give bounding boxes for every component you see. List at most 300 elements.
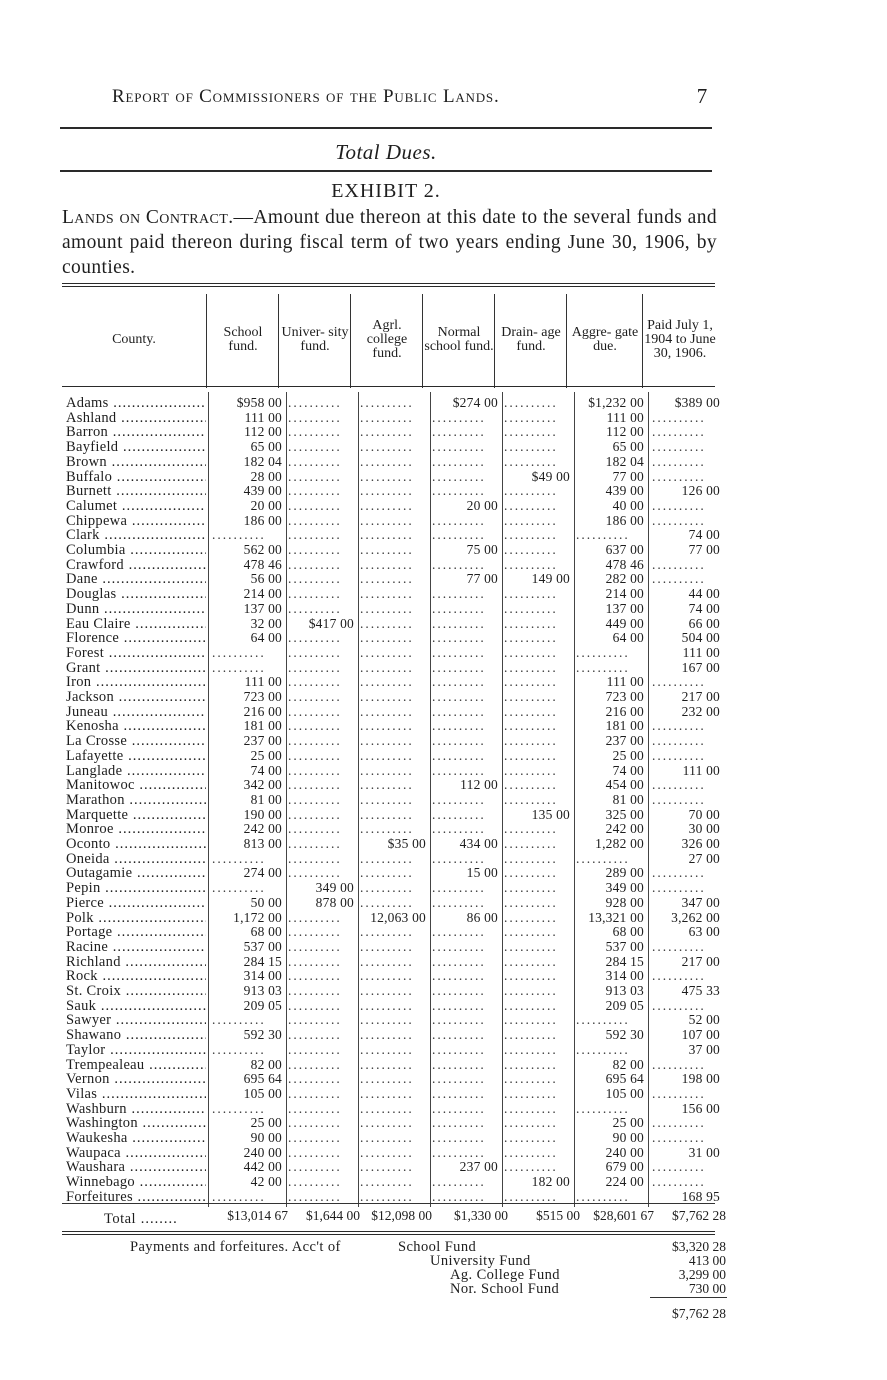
county-name: Grant ..... (66, 661, 206, 676)
empty-cell-leader: .......... (432, 763, 486, 778)
empty-cell-leader: .......... (504, 587, 558, 602)
empty-cell-leader: .......... (652, 1175, 706, 1190)
cell-normal: 237 00 (459, 1159, 498, 1175)
empty-cell-leader: .......... (652, 469, 706, 484)
cell-school: 64 00 (250, 630, 282, 646)
cell-paid: 44 00 (688, 586, 720, 602)
empty-cell-leader: .......... (652, 1057, 706, 1072)
cell-school: 111 00 (244, 674, 282, 690)
empty-cell-leader: .......... (360, 1175, 414, 1190)
column-separator (358, 392, 359, 1207)
county-name: Vilas ..... (66, 1087, 206, 1102)
total-university: $1,644 00 (306, 1208, 360, 1223)
empty-cell-leader: .......... (360, 792, 414, 807)
empty-cell-leader: .......... (288, 807, 342, 822)
cell-school: 65 00 (250, 439, 282, 455)
empty-cell-leader: .......... (288, 939, 342, 954)
cell-paid: 74 00 (688, 600, 720, 616)
empty-cell-leader: .......... (360, 719, 414, 734)
empty-cell-leader: .......... (504, 543, 558, 557)
county-name: Oconto ..... (66, 837, 206, 852)
empty-cell-leader: .......... (212, 851, 266, 866)
cell-school: 112 00 (244, 424, 282, 440)
cell-school: 537 00 (243, 938, 282, 954)
cell-normal: 20 00 (466, 497, 498, 513)
empty-cell-leader: .......... (432, 601, 486, 616)
empty-cell-leader: .......... (504, 910, 558, 925)
cell-normal: $274 00 (452, 395, 498, 410)
empty-cell-leader: .......... (360, 1101, 414, 1116)
empty-cell-leader: .......... (504, 690, 558, 704)
header-divider (350, 294, 351, 388)
cell-aggregate: $1,232 00 (588, 395, 644, 410)
cell-school: 32 00 (250, 615, 282, 631)
county-name: Sawyer ..... (66, 1013, 206, 1028)
empty-cell-leader: .......... (288, 543, 342, 557)
running-header (112, 86, 712, 108)
empty-cell-leader: .......... (288, 587, 342, 602)
cell-school: 25 00 (250, 747, 282, 763)
empty-cell-leader: .......... (360, 851, 414, 866)
empty-cell-leader: .......... (432, 851, 486, 866)
cell-school: 181 00 (243, 718, 282, 734)
cell-school: 240 00 (243, 1144, 282, 1160)
payment-fund-amount: 3,299 00 (678, 1267, 726, 1282)
cell-aggregate: 449 00 (605, 615, 644, 631)
county-name: Taylor ..... (66, 1043, 206, 1058)
county-name: Ashland ..... (66, 411, 206, 426)
cell-aggregate: 81 00 (612, 791, 644, 807)
empty-cell-leader: .......... (504, 1072, 558, 1087)
cell-school: 813 00 (243, 836, 282, 851)
empty-cell-leader: .......... (288, 675, 342, 690)
cell-aggregate: 182 04 (605, 453, 644, 469)
empty-cell-leader: .......... (288, 1013, 342, 1028)
empty-cell-leader: .......... (288, 1042, 342, 1057)
cell-paid: 30 00 (688, 821, 720, 837)
cell-school: 478 46 (243, 556, 282, 572)
empty-cell-leader: .......... (432, 939, 486, 954)
empty-cell-leader: .......... (360, 690, 414, 704)
empty-cell-leader: .......... (432, 1116, 486, 1131)
empty-cell-leader: .......... (360, 469, 414, 484)
empty-cell-leader: .......... (212, 660, 266, 675)
empty-cell-leader: .......... (360, 704, 414, 719)
empty-cell-leader: .......... (360, 513, 414, 528)
empty-cell-leader: .......... (288, 866, 342, 881)
payment-fund-amount: 730 00 (688, 1281, 726, 1296)
empty-cell-leader: .......... (504, 440, 558, 455)
empty-cell-leader: .......... (504, 410, 558, 425)
cell-aggregate: 82 00 (612, 1056, 644, 1072)
empty-cell-leader: .......... (360, 1086, 414, 1101)
empty-cell-leader: .......... (288, 1086, 342, 1101)
cell-aggregate: 224 00 (605, 1174, 644, 1190)
county-name: Vernon ..... (66, 1072, 206, 1087)
empty-cell-leader: .......... (432, 645, 486, 660)
table-top-rule (62, 283, 715, 287)
empty-cell-leader: .......... (432, 469, 486, 484)
column-header-school: School fund. (223, 325, 263, 354)
empty-cell-leader: .......... (504, 454, 558, 469)
empty-cell-leader: .......... (504, 616, 558, 631)
empty-cell-leader: .......... (360, 1189, 414, 1204)
cell-school: $958 00 (236, 395, 282, 410)
empty-cell-leader: .......... (288, 719, 342, 734)
empty-cell-leader: .......... (432, 675, 486, 690)
empty-cell-leader: .......... (652, 440, 706, 455)
empty-cell-leader: .......... (288, 690, 342, 704)
empty-cell-leader: .......... (432, 1189, 486, 1204)
empty-cell-leader: .......... (288, 498, 342, 513)
county-name: Burnett ..... (66, 484, 206, 499)
empty-cell-leader: .......... (360, 543, 414, 557)
column-header-agricultural: Agrl. college fund. (366, 318, 408, 361)
empty-cell-leader: .......... (432, 984, 486, 998)
county-name: Buffalo ..... (66, 470, 206, 485)
cell-school: 237 00 (243, 733, 282, 749)
empty-cell-leader: .......... (504, 557, 558, 572)
empty-cell-leader: .......... (360, 616, 414, 631)
empty-cell-leader: .......... (360, 866, 414, 881)
cell-aggregate: 284 15 (605, 953, 644, 969)
empty-cell-leader: .......... (652, 1160, 706, 1175)
cell-aggregate: 240 00 (605, 1144, 644, 1160)
section-rule (60, 170, 712, 172)
column-separator (648, 392, 649, 1207)
empty-cell-leader: .......... (504, 719, 558, 734)
empty-cell-leader: .......... (360, 410, 414, 425)
cell-drainage: 182 00 (531, 1174, 570, 1190)
cell-school: 74 00 (250, 762, 282, 778)
empty-cell-leader: .......... (288, 763, 342, 778)
county-name: Marathon ..... (66, 793, 206, 808)
empty-cell-leader: .......... (504, 513, 558, 528)
cell-paid: 66 00 (688, 615, 720, 631)
column-header-university: Univer- sity fund. (281, 325, 349, 354)
cell-aggregate: 216 00 (605, 703, 644, 719)
cell-school: 137 00 (243, 600, 282, 616)
empty-cell-leader: .......... (360, 881, 414, 896)
empty-cell-leader: .......... (288, 984, 342, 998)
empty-cell-leader: .......... (360, 425, 414, 440)
column-separator (286, 392, 287, 1207)
column-separator (430, 392, 431, 1207)
county-name: Trempealeau ..... (66, 1058, 206, 1073)
empty-cell-leader: .......... (652, 734, 706, 749)
empty-cell-leader: .......... (288, 572, 342, 587)
header-divider (206, 294, 207, 388)
empty-cell-leader: .......... (432, 1057, 486, 1072)
county-name: Marquette ..... (66, 808, 206, 823)
column-header-normal: Normal school fund. (424, 325, 494, 354)
empty-cell-leader: .......... (288, 440, 342, 455)
cell-paid: 156 00 (681, 1100, 720, 1116)
county-name: Columbia ..... (66, 543, 206, 558)
cell-paid: 475 33 (681, 983, 720, 998)
cell-school: 50 00 (250, 894, 282, 910)
empty-cell-leader: .......... (504, 660, 558, 675)
empty-cell-leader: .......... (212, 1042, 266, 1057)
cell-aggregate: 137 00 (605, 600, 644, 616)
empty-cell-leader: .......... (652, 675, 706, 690)
cell-aggregate: 40 00 (612, 497, 644, 513)
county-name: Barron ..... (66, 425, 206, 440)
cell-aggregate: 237 00 (605, 733, 644, 749)
county-name: Waupaca ..... (66, 1146, 206, 1161)
empty-cell-leader: .......... (432, 1175, 486, 1190)
payments-sum-rule (650, 1297, 727, 1298)
county-name: Waukesha ..... (66, 1131, 206, 1146)
empty-cell-leader: .......... (504, 763, 558, 778)
empty-cell-leader: .......... (504, 939, 558, 954)
header-divider (422, 294, 423, 388)
cell-aggregate: 214 00 (605, 586, 644, 602)
county-name: Douglas ..... (66, 587, 206, 602)
empty-cell-leader: .......... (432, 969, 486, 984)
empty-cell-leader: .......... (288, 469, 342, 484)
empty-cell-leader: .......... (504, 748, 558, 763)
empty-cell-leader: .......... (360, 1131, 414, 1145)
empty-cell-leader: .......... (212, 528, 266, 543)
cell-normal: 77 00 (466, 571, 498, 587)
empty-cell-leader: .......... (432, 1042, 486, 1057)
cell-university: 349 00 (315, 880, 354, 896)
cell-paid: 111 00 (682, 644, 720, 660)
cell-school: 314 00 (243, 968, 282, 984)
payment-fund-amount: $3,320 28 (672, 1239, 726, 1254)
cell-paid: 63 00 (688, 924, 720, 940)
cell-school: 81 00 (250, 791, 282, 807)
empty-cell-leader: .......... (432, 425, 486, 440)
empty-cell-leader: .......... (504, 1101, 558, 1116)
county-name: Iron ..... (66, 675, 206, 690)
empty-cell-leader: .......... (288, 484, 342, 499)
empty-cell-leader: .......... (504, 1028, 558, 1043)
empty-cell-leader: .......... (432, 1145, 486, 1160)
cell-school: 56 00 (250, 571, 282, 587)
total-rule (62, 1203, 715, 1204)
county-name: Washington ..... (66, 1116, 206, 1131)
county-name: Kenosha ..... (66, 719, 206, 734)
cell-paid: 167 00 (681, 659, 720, 675)
empty-cell-leader: .......... (288, 748, 342, 763)
empty-cell-leader: .......... (432, 528, 486, 543)
cell-normal: 434 00 (459, 836, 498, 851)
county-name: Dane ..... (66, 572, 206, 587)
county-name: Langlade ..... (66, 764, 206, 779)
empty-cell-leader: .......... (504, 631, 558, 646)
empty-cell-leader: .......... (288, 792, 342, 807)
county-name: Polk ..... (66, 911, 206, 926)
county-name: Outagamie ..... (66, 866, 206, 881)
payments-intro: Payments and forfeitures. Acc't of (130, 1239, 341, 1255)
empty-cell-leader: .......... (288, 1175, 342, 1190)
empty-cell-leader: .......... (288, 631, 342, 646)
empty-cell-leader: .......... (576, 1042, 630, 1057)
cell-school: 216 00 (243, 703, 282, 719)
cell-school: 190 00 (243, 806, 282, 822)
county-name: La Crosse ..... (66, 734, 206, 749)
cell-paid: 326 00 (681, 836, 720, 851)
empty-cell-leader: .......... (360, 528, 414, 543)
empty-cell-leader: .......... (360, 807, 414, 822)
empty-cell-leader: .......... (504, 1145, 558, 1160)
empty-cell-leader: .......... (652, 792, 706, 807)
column-separator (574, 392, 575, 1207)
empty-cell-leader: .......... (504, 778, 558, 793)
cell-aggregate: 537 00 (605, 938, 644, 954)
column-separator (502, 392, 503, 1207)
empty-cell-leader: .......... (288, 1145, 342, 1160)
empty-cell-leader: .......... (212, 881, 266, 896)
empty-cell-leader: .......... (288, 513, 342, 528)
cell-school: 1,172 00 (233, 909, 282, 925)
cell-school: 342 00 (243, 777, 282, 793)
empty-cell-leader: .......... (652, 778, 706, 793)
total-drainage: $515 00 (536, 1208, 580, 1223)
cell-aggregate: 111 00 (606, 674, 644, 690)
county-name: Calumet ..... (66, 499, 206, 514)
cell-school: 111 00 (244, 409, 282, 425)
empty-cell-leader: .......... (288, 396, 342, 410)
empty-cell-leader: .......... (432, 734, 486, 749)
cell-paid: 3,262 00 (671, 909, 720, 925)
empty-cell-leader: .......... (504, 601, 558, 616)
cell-aggregate: 68 00 (612, 924, 644, 940)
empty-cell-leader: .......... (212, 1101, 266, 1116)
cell-aggregate: 282 00 (605, 571, 644, 587)
empty-cell-leader: .......... (360, 984, 414, 998)
cell-aggregate: 77 00 (612, 468, 644, 484)
county-name: Adams ..... (66, 396, 206, 411)
running-title: Report of Commissioners of the Public Lands. (112, 86, 500, 107)
empty-cell-leader: .......... (288, 454, 342, 469)
table-bottom-rule (62, 1231, 715, 1235)
empty-cell-leader: .......... (504, 704, 558, 719)
county-name: Washburn ..... (66, 1102, 206, 1117)
empty-cell-leader: .......... (288, 778, 342, 793)
empty-cell-leader: .......... (288, 851, 342, 866)
cell-paid: 232 00 (681, 703, 720, 719)
payment-fund-amount: 413 00 (688, 1253, 726, 1268)
cell-aggregate: 723 00 (605, 689, 644, 704)
column-header-aggregate: Aggre- gate due. (571, 325, 639, 354)
header-divider (566, 294, 567, 388)
section-title: Total Dues. (335, 140, 437, 164)
total-aggregate: $28,601 67 (593, 1208, 654, 1223)
empty-cell-leader: .......... (504, 498, 558, 513)
county-name: Lafayette ..... (66, 749, 206, 764)
empty-cell-leader: .......... (288, 1160, 342, 1175)
empty-cell-leader: .......... (288, 1131, 342, 1145)
empty-cell-leader: .......... (288, 954, 342, 969)
county-name: Eau Claire ..... (66, 617, 206, 632)
empty-cell-leader: .......... (360, 748, 414, 763)
cell-school: 442 00 (243, 1159, 282, 1175)
cell-school: 592 30 (243, 1027, 282, 1043)
empty-cell-leader: .......... (212, 1189, 266, 1204)
cell-paid: 217 00 (681, 953, 720, 969)
empty-cell-leader: .......... (432, 895, 486, 910)
county-name: Chippewa ..... (66, 514, 206, 529)
empty-cell-leader: .......... (652, 513, 706, 528)
empty-cell-leader: .......... (360, 601, 414, 616)
cell-school: 913 03 (243, 983, 282, 998)
intro-paragraph (62, 205, 717, 280)
header-divider (494, 294, 495, 388)
empty-cell-leader: .......... (432, 660, 486, 675)
county-name: Manitowoc ..... (66, 778, 206, 793)
empty-cell-leader: .......... (432, 998, 486, 1013)
empty-cell-leader: .......... (504, 998, 558, 1013)
empty-cell-leader: .......... (504, 425, 558, 440)
cell-aggregate: 25 00 (612, 1115, 644, 1131)
cell-paid: 198 00 (681, 1071, 720, 1087)
cell-normal: 112 00 (460, 777, 498, 793)
cell-drainage: $49 00 (531, 468, 570, 484)
payment-fund-label: Ag. College Fund (450, 1267, 560, 1283)
page-number: 7 (696, 84, 708, 108)
empty-cell-leader: .......... (652, 998, 706, 1013)
county-name: Monroe ..... (66, 822, 206, 837)
empty-cell-leader: .......... (360, 822, 414, 837)
empty-cell-leader: .......... (504, 1116, 558, 1131)
cell-university: 878 00 (315, 894, 354, 910)
cell-paid: 31 00 (688, 1144, 720, 1160)
empty-cell-leader: .......... (360, 763, 414, 778)
empty-cell-leader: .......... (288, 1189, 342, 1204)
empty-cell-leader: .......... (652, 866, 706, 881)
cell-paid: 504 00 (681, 630, 720, 646)
county-name: Portage ..... (66, 925, 206, 940)
empty-cell-leader: .......... (432, 954, 486, 969)
empty-cell-leader: .......... (504, 1013, 558, 1028)
cell-school: 284 15 (243, 953, 282, 969)
empty-cell-leader: .......... (652, 1086, 706, 1101)
empty-cell-leader: .......... (576, 1189, 630, 1204)
county-name: Rock ..... (66, 969, 206, 984)
empty-cell-leader: .......... (212, 1013, 266, 1028)
empty-cell-leader: .......... (288, 998, 342, 1013)
empty-cell-leader: .......... (432, 484, 486, 499)
county-name: Jackson ..... (66, 690, 206, 705)
cell-aggregate: 913 03 (605, 983, 644, 998)
intro-lead: Lands on Contract. (62, 207, 234, 228)
payment-fund-label: Nor. School Fund (450, 1281, 560, 1297)
county-name: St. Croix ..... (66, 984, 206, 999)
cell-paid: 74 00 (688, 527, 720, 543)
cell-school: 274 00 (243, 865, 282, 881)
empty-cell-leader: .......... (432, 1013, 486, 1028)
empty-cell-leader: .......... (504, 792, 558, 807)
empty-cell-leader: .......... (360, 675, 414, 690)
empty-cell-leader: .......... (504, 1131, 558, 1145)
empty-cell-leader: .......... (360, 1057, 414, 1072)
county-name: Forest ..... (66, 646, 206, 661)
cell-agricultural: $35 00 (387, 836, 426, 851)
cell-aggregate: 90 00 (612, 1130, 644, 1145)
empty-cell-leader: .......... (432, 440, 486, 455)
empty-cell-leader: .......... (652, 939, 706, 954)
empty-cell-leader: .......... (360, 484, 414, 499)
county-name: Sauk ..... (66, 999, 206, 1014)
empty-cell-leader: .......... (576, 1013, 630, 1028)
cell-university: $417 00 (308, 615, 354, 631)
empty-cell-leader: .......... (504, 851, 558, 866)
cell-aggregate: 181 00 (605, 718, 644, 734)
empty-cell-leader: .......... (360, 954, 414, 969)
